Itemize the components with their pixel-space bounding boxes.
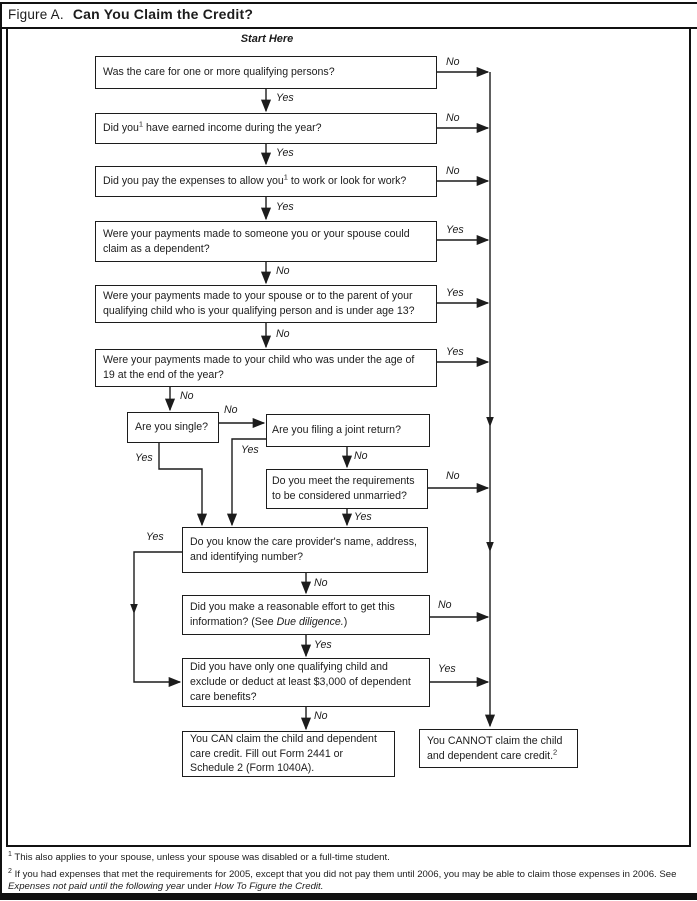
edge-label-3000-no: No bbox=[314, 710, 328, 722]
edge-label-provider-no: No bbox=[314, 577, 328, 589]
edge-label-q3-no: No bbox=[446, 165, 460, 177]
edge-label-q1-yes: Yes bbox=[276, 92, 294, 104]
edge-label-q5-no: No bbox=[276, 328, 290, 340]
node-spouse-parent: Were your payments made to your spouse or to the parent of your qualifying child who is your qualifying person and is under age 13? bbox=[95, 285, 437, 323]
footnote-ref-1: 1 bbox=[138, 119, 144, 129]
figure-heading: Can You Claim the Credit? bbox=[72, 6, 254, 22]
figure-title bbox=[8, 6, 253, 24]
edge-label-joint-no: No bbox=[354, 450, 368, 462]
edge-label-joint-yes: Yes bbox=[241, 444, 259, 456]
due-diligence-reference: Due diligence. bbox=[276, 616, 344, 628]
node-result-cannot-claim: You CANNOT claim the child and dependent care credit.$^2$ bbox=[419, 729, 578, 768]
start-here-label: Start Here bbox=[240, 33, 294, 45]
edge-label-q6-yes: Yes bbox=[446, 346, 464, 358]
node-joint-return: Are you filing a joint return? bbox=[266, 414, 430, 447]
node-reasonable-effort: Did you make a reasonable effort to get this information? (See Due diligence.) bbox=[182, 595, 430, 635]
edge-label-3000-yes: Yes bbox=[438, 663, 456, 675]
edge-label-q4-yes: Yes bbox=[446, 224, 464, 236]
node-paid-expenses: Did you pay the expenses to allow you$^1$ to work or look for work? bbox=[95, 166, 437, 197]
node-earned-income: Did you$^1$ have earned income during the year? bbox=[95, 113, 437, 144]
edge-label-q2-yes: Yes bbox=[276, 147, 294, 159]
outer-bottom-bar bbox=[0, 893, 697, 900]
edge-label-single-no: No bbox=[224, 404, 238, 416]
edge-label-q5-yes: Yes bbox=[446, 287, 464, 299]
edge-label-q4-no: No bbox=[276, 265, 290, 277]
edge-label-effort-no: No bbox=[438, 599, 452, 611]
node-result-can-claim: You CAN claim the child and dependent care credit. Fill out Form 2441 or Schedule 2 (Form 1040A). bbox=[182, 731, 395, 777]
outer-top-border bbox=[0, 2, 697, 4]
footnote-1: $^1$ This also applies to your spouse, unless your spouse was disabled or a full-time student. bbox=[8, 850, 390, 863]
footnote-ref-1: 1 bbox=[283, 172, 288, 182]
edge-label-q3-yes: Yes bbox=[276, 201, 294, 213]
node-one-child-3000: Did you have only one qualifying child and exclude or deduct at least $3,000 of dependent care benefits? bbox=[182, 658, 430, 707]
edge-label-single-yes: Yes bbox=[135, 452, 153, 464]
edge-label-unmarried-yes: Yes bbox=[354, 511, 372, 523]
node-qualifying-persons: Was the care for one or more qualifying persons? bbox=[95, 56, 437, 89]
edge-label-q1-no: No bbox=[446, 56, 460, 68]
node-child-under-19: Were your payments made to your child who was under the age of 19 at the end of the year? bbox=[95, 349, 437, 387]
figure-label: Figure A. bbox=[8, 7, 64, 22]
edge-label-q2-no: No bbox=[446, 112, 460, 124]
footnote-2: $^2$ If you had expenses that met the requirements for 2005, except that you did not pay them until 2006, you may be able to claim those expenses in 2006. See Expenses not paid until the following year under How To Figure the Credit. bbox=[8, 867, 677, 893]
edge-label-q6-no: No bbox=[180, 390, 194, 402]
node-unmarried: Do you meet the requirements to be considered unmarried? bbox=[266, 469, 428, 509]
edge-label-effort-yes: Yes bbox=[314, 639, 332, 651]
node-dependent: Were your payments made to someone you or your spouse could claim as a dependent? bbox=[95, 221, 437, 262]
edge-label-provider-yes: Yes bbox=[146, 531, 164, 543]
outer-left-border bbox=[0, 2, 2, 894]
footnote-ref-2: 2 bbox=[553, 746, 558, 756]
edge-label-unmarried-no: No bbox=[446, 470, 460, 482]
node-single: Are you single? bbox=[127, 412, 219, 443]
node-provider-info: Do you know the care provider's name, address, and identifying number? bbox=[182, 527, 428, 573]
